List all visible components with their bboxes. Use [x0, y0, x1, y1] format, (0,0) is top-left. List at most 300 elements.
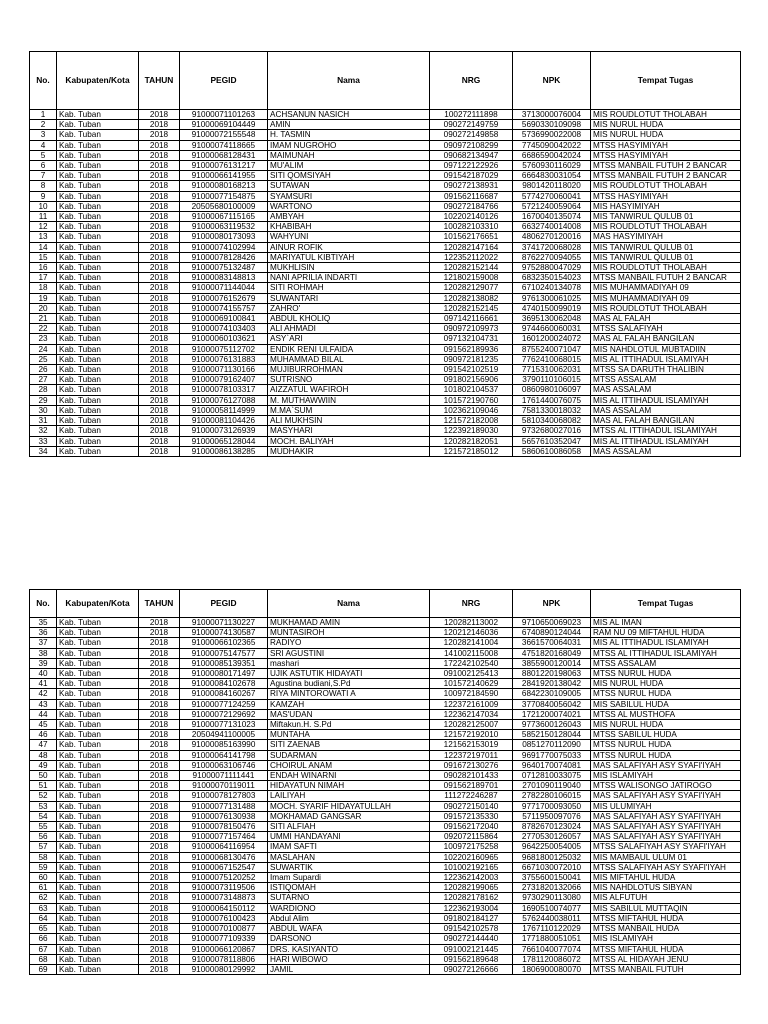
cell-no: 9 — [30, 191, 57, 201]
cell-nrg: 091562189936 — [430, 344, 513, 354]
cell-npk: 5860610086058 — [513, 446, 591, 456]
cell-no: 19 — [30, 293, 57, 303]
cell-npk: 7762410068015 — [513, 354, 591, 364]
cell-tahun: 2018 — [139, 365, 180, 375]
table-header-row — [30, 590, 741, 618]
cell-nrg: 120282125007 — [430, 720, 513, 730]
cell-npk: 7745090042022 — [513, 140, 591, 150]
cell-tahun: 2018 — [139, 801, 180, 811]
cell-tahun: 2018 — [139, 638, 180, 648]
cell-tahun: 2018 — [139, 171, 180, 181]
table-row — [30, 161, 741, 171]
table-row — [30, 750, 741, 760]
cell-tempat-tugas: MTSS MANBAIL FUTUH — [591, 964, 741, 974]
table-row — [30, 862, 741, 872]
cell-nama: AIZZATUL WAFIROH — [268, 385, 430, 395]
cell-tahun: 2018 — [139, 436, 180, 446]
cell-nrg: 120212146036 — [430, 628, 513, 638]
table-row — [30, 832, 741, 842]
cell-no: 60 — [30, 873, 57, 883]
cell-kabupaten: Kab. Tuban — [57, 120, 139, 130]
cell-tahun: 2018 — [139, 130, 180, 140]
cell-kabupaten: Kab. Tuban — [57, 344, 139, 354]
table-row — [30, 140, 741, 150]
cell-kabupaten: Kab. Tuban — [57, 944, 139, 954]
cell-nama: AINUR ROFIK — [268, 242, 430, 252]
cell-tahun: 2018 — [139, 324, 180, 334]
cell-tempat-tugas: MTSS HASYIMIYAH — [591, 191, 741, 201]
cell-npk: 5762440038011 — [513, 913, 591, 923]
cell-pegid: 91000074118665 — [180, 140, 268, 150]
cell-nrg: 091562116687 — [430, 191, 513, 201]
cell-tempat-tugas: MIS ULUMIYAH — [591, 801, 741, 811]
cell-npk: 1781120086072 — [513, 954, 591, 964]
table-row — [30, 252, 741, 262]
cell-tempat-tugas: MIS MUHAMMADIYAH 09 — [591, 283, 741, 293]
cell-pegid: 91000083148813 — [180, 273, 268, 283]
cell-pegid: 91000066120867 — [180, 944, 268, 954]
cell-no: 41 — [30, 679, 57, 689]
table-row — [30, 395, 741, 405]
cell-npk: 5760930116029 — [513, 161, 591, 171]
cell-pegid: 91000078127803 — [180, 791, 268, 801]
cell-kabupaten: Kab. Tuban — [57, 842, 139, 852]
cell-nrg: 090272126666 — [430, 964, 513, 974]
cell-pegid: 20504941100005 — [180, 730, 268, 740]
cell-kabupaten: Kab. Tuban — [57, 365, 139, 375]
cell-nrg: 122372197011 — [430, 750, 513, 760]
cell-kabupaten: Kab. Tuban — [57, 232, 139, 242]
cell-no: 38 — [30, 648, 57, 658]
col-header-tempat-tugas: Tempat Tugas — [591, 52, 741, 110]
cell-kabupaten: Kab. Tuban — [57, 750, 139, 760]
cell-pegid: 91000076152679 — [180, 293, 268, 303]
cell-tahun: 2018 — [139, 709, 180, 719]
cell-kabupaten: Kab. Tuban — [57, 273, 139, 283]
cell-nrg: 090272184766 — [430, 201, 513, 211]
cell-tahun: 2018 — [139, 110, 180, 120]
cell-no: 2 — [30, 120, 57, 130]
cell-tempat-tugas: MIS TANWIRUL QULUB 01 — [591, 252, 741, 262]
cell-kabupaten: Kab. Tuban — [57, 832, 139, 842]
cell-tahun: 2018 — [139, 314, 180, 324]
cell-no: 14 — [30, 242, 57, 252]
cell-pegid: 91000064116954 — [180, 842, 268, 852]
cell-no: 13 — [30, 232, 57, 242]
cell-nama: ABDUL WAFA — [268, 924, 430, 934]
cell-kabupaten: Kab. Tuban — [57, 181, 139, 191]
cell-tempat-tugas: MAS SALAFIYAH ASY SYAFI'IYAH — [591, 791, 741, 801]
cell-tempat-tugas: MIS NURUL HUDA — [591, 120, 741, 130]
table-row — [30, 801, 741, 811]
cell-kabupaten: Kab. Tuban — [57, 893, 139, 903]
cell-kabupaten: Kab. Tuban — [57, 283, 139, 293]
cell-kabupaten: Kab. Tuban — [57, 191, 139, 201]
cell-npk: 1721200074021 — [513, 709, 591, 719]
cell-npk: 3755600150041 — [513, 873, 591, 883]
cell-pegid: 91000070100877 — [180, 924, 268, 934]
cell-nama: ACHSANUN NASICH — [268, 110, 430, 120]
cell-tahun: 2018 — [139, 862, 180, 872]
cell-nrg: 091002125413 — [430, 669, 513, 679]
table-body — [30, 618, 741, 975]
cell-nama: NANI APRILIA INDARTI — [268, 273, 430, 283]
cell-no: 11 — [30, 212, 57, 222]
cell-nama: MUNTAHA — [268, 730, 430, 740]
cell-npk: 1670040135074 — [513, 212, 591, 222]
cell-pegid: 91000070119011 — [180, 781, 268, 791]
cell-nrg: 091672130276 — [430, 760, 513, 770]
table-row — [30, 852, 741, 862]
cell-pegid: 91000080168213 — [180, 181, 268, 191]
cell-nrg: 090272149858 — [430, 130, 513, 140]
cell-npk: 6740890124044 — [513, 628, 591, 638]
cell-nrg: 102202160965 — [430, 852, 513, 862]
cell-tahun: 2018 — [139, 416, 180, 426]
cell-tempat-tugas: MTSS SALAFIYAH — [591, 324, 741, 334]
cell-tahun: 2018 — [139, 385, 180, 395]
cell-kabupaten: Kab. Tuban — [57, 903, 139, 913]
cell-no: 65 — [30, 924, 57, 934]
cell-nrg: 120282113002 — [430, 618, 513, 628]
table-row — [30, 822, 741, 832]
cell-nrg: 091802156906 — [430, 375, 513, 385]
cell-tahun: 2018 — [139, 750, 180, 760]
cell-pegid: 91000077154875 — [180, 191, 268, 201]
cell-pegid: 91000077157464 — [180, 832, 268, 842]
cell-tempat-tugas: MIS NURUL HUDA — [591, 130, 741, 140]
cell-no: 25 — [30, 354, 57, 364]
cell-kabupaten: Kab. Tuban — [57, 638, 139, 648]
cell-nrg: 091562189701 — [430, 781, 513, 791]
cell-nama: SITI ZAENAB — [268, 740, 430, 750]
cell-kabupaten: Kab. Tuban — [57, 334, 139, 344]
cell-nrg: 090282101433 — [430, 771, 513, 781]
table-row — [30, 669, 741, 679]
cell-no: 15 — [30, 252, 57, 262]
table-row — [30, 964, 741, 974]
cell-pegid: 91000068130476 — [180, 852, 268, 862]
cell-kabupaten: Kab. Tuban — [57, 201, 139, 211]
cell-tahun: 2018 — [139, 791, 180, 801]
cell-npk: 3790110106015 — [513, 375, 591, 385]
cell-nrg: 090972108299 — [430, 140, 513, 150]
cell-npk: 5721240059064 — [513, 201, 591, 211]
cell-tempat-tugas: MTSS SALAFIYAH ASY SYAFI'IYAH — [591, 862, 741, 872]
cell-tempat-tugas: MTSS SALAFIYAH ASY SYAFI'IYAH — [591, 842, 741, 852]
table-row — [30, 934, 741, 944]
cell-no: 39 — [30, 658, 57, 668]
cell-kabupaten: Kab. Tuban — [57, 699, 139, 709]
table-row — [30, 679, 741, 689]
cell-nama: SITI ALFIAH — [268, 822, 430, 832]
cell-kabupaten: Kab. Tuban — [57, 730, 139, 740]
cell-no: 43 — [30, 699, 57, 709]
cell-nrg: 101572190760 — [430, 395, 513, 405]
cell-nama: SUTAWAN — [268, 181, 430, 191]
cell-pegid: 91000074103403 — [180, 324, 268, 334]
cell-kabupaten: Kab. Tuban — [57, 140, 139, 150]
cell-nama: ENDAH WINARNI — [268, 771, 430, 781]
cell-no: 56 — [30, 832, 57, 842]
table-row — [30, 811, 741, 821]
cell-pegid: 91000066102365 — [180, 638, 268, 648]
cell-nama: M.MA`SUM — [268, 405, 430, 415]
cell-nrg: 122362147034 — [430, 709, 513, 719]
cell-tempat-tugas: MIS AL ITTIHADUL ISLAMIYAH — [591, 638, 741, 648]
table-header-row — [30, 52, 741, 110]
cell-tempat-tugas: MTSS NURUL HUDA — [591, 750, 741, 760]
cell-kabupaten: Kab. Tuban — [57, 252, 139, 262]
cell-tempat-tugas: MTSS MANBAIL FUTUH 2 BANCAR — [591, 161, 741, 171]
cell-no: 27 — [30, 375, 57, 385]
cell-npk: 0851270112090 — [513, 740, 591, 750]
cell-nrg: 101002192165 — [430, 862, 513, 872]
cell-kabupaten: Kab. Tuban — [57, 618, 139, 628]
cell-nama: ZAHRO' — [268, 303, 430, 313]
cell-npk: 3741720068028 — [513, 242, 591, 252]
cell-nama: ALI AHMADI — [268, 324, 430, 334]
data-table-page-2 — [29, 589, 741, 975]
cell-tahun: 2018 — [139, 954, 180, 964]
cell-nama: AMIN — [268, 120, 430, 130]
cell-npk: 5810340068082 — [513, 416, 591, 426]
cell-tahun: 2018 — [139, 201, 180, 211]
cell-npk: 7715310062031 — [513, 365, 591, 375]
cell-tempat-tugas: MIS MUHAMMADIYAH 09 — [591, 293, 741, 303]
cell-nama: SUTRISNO — [268, 375, 430, 385]
cell-tempat-tugas: MTSS SABILUL HUDA — [591, 730, 741, 740]
cell-nrg: 172242102540 — [430, 658, 513, 668]
cell-npk: 2841920138042 — [513, 679, 591, 689]
cell-npk: 6832350154023 — [513, 273, 591, 283]
table-row — [30, 699, 741, 709]
cell-nrg: 120282147164 — [430, 242, 513, 252]
cell-pegid: 91000077109339 — [180, 934, 268, 944]
cell-tahun: 2018 — [139, 150, 180, 160]
cell-nrg: 122392189030 — [430, 426, 513, 436]
cell-nama: RIYA MINTOROWATI A — [268, 689, 430, 699]
cell-nama: Abdul Alim — [268, 913, 430, 923]
cell-npk: 9744660060031 — [513, 324, 591, 334]
cell-nrg: 102202140126 — [430, 212, 513, 222]
cell-no: 48 — [30, 750, 57, 760]
table-row — [30, 283, 741, 293]
cell-nrg: 121572192010 — [430, 730, 513, 740]
cell-nama: H. TASMIN — [268, 130, 430, 140]
cell-pegid: 91000060103621 — [180, 334, 268, 344]
cell-nama: LAILIYAH — [268, 791, 430, 801]
cell-nama: ALI MUKHSIN — [268, 416, 430, 426]
cell-kabupaten: Kab. Tuban — [57, 883, 139, 893]
cell-tempat-tugas: MIS HASYIMIYAH — [591, 201, 741, 211]
cell-kabupaten: Kab. Tuban — [57, 110, 139, 120]
cell-kabupaten: Kab. Tuban — [57, 405, 139, 415]
cell-npk: 2731820132066 — [513, 883, 591, 893]
col-header-nrg: NRG — [430, 590, 513, 618]
cell-nrg: 091802184127 — [430, 913, 513, 923]
table-row — [30, 110, 741, 120]
table-row — [30, 344, 741, 354]
cell-no: 33 — [30, 436, 57, 446]
table-row — [30, 893, 741, 903]
cell-no: 31 — [30, 416, 57, 426]
cell-nama: MUHAMMAD BILAL — [268, 354, 430, 364]
cell-tempat-tugas: MTSS NURUL HUDA — [591, 669, 741, 679]
cell-tempat-tugas: MTSS AL MUSTHOFA — [591, 709, 741, 719]
cell-tempat-tugas: MTSS HASYIMIYAH — [591, 150, 741, 160]
cell-tahun: 2018 — [139, 354, 180, 364]
cell-tempat-tugas: MIS ROUDLOTUT THOLABAH — [591, 263, 741, 273]
cell-pegid: 91000075147577 — [180, 648, 268, 658]
table-row — [30, 730, 741, 740]
cell-npk: 3855900120014 — [513, 658, 591, 668]
cell-kabupaten: Kab. Tuban — [57, 446, 139, 456]
cell-tahun: 2018 — [139, 222, 180, 232]
cell-nrg: 091542102519 — [430, 365, 513, 375]
cell-pegid: 91000077131023 — [180, 720, 268, 730]
cell-no: 46 — [30, 730, 57, 740]
cell-kabupaten: Kab. Tuban — [57, 303, 139, 313]
cell-tempat-tugas: MTSS SA DARUTH THALIBIN — [591, 365, 741, 375]
col-header-no: No. — [30, 590, 57, 618]
table-row — [30, 212, 741, 222]
cell-nrg: 101802104537 — [430, 385, 513, 395]
cell-kabupaten: Kab. Tuban — [57, 426, 139, 436]
cell-nama: SUWARTIK — [268, 862, 430, 872]
table-row — [30, 618, 741, 628]
cell-tahun: 2018 — [139, 618, 180, 628]
cell-no: 18 — [30, 283, 57, 293]
cell-nrg: 097142116661 — [430, 314, 513, 324]
cell-no: 32 — [30, 426, 57, 436]
cell-kabupaten: Kab. Tuban — [57, 679, 139, 689]
cell-pegid: 91000074155757 — [180, 303, 268, 313]
cell-npk: 3695130062048 — [513, 314, 591, 324]
cell-nama: ASY`ARI — [268, 334, 430, 344]
cell-no: 45 — [30, 720, 57, 730]
cell-tempat-tugas: MAS HASYIMIYAH — [591, 232, 741, 242]
cell-no: 23 — [30, 334, 57, 344]
col-header-npk: NPK — [513, 52, 591, 110]
col-header-pegid: PEGID — [180, 590, 268, 618]
cell-kabupaten: Kab. Tuban — [57, 212, 139, 222]
cell-nama: MOCH. BALIYAH — [268, 436, 430, 446]
cell-tahun: 2018 — [139, 628, 180, 638]
cell-npk: 5690330109098 — [513, 120, 591, 130]
cell-npk: 0860980106097 — [513, 385, 591, 395]
cell-tempat-tugas: MTSS MANBAIL FUTUH 2 BANCAR — [591, 171, 741, 181]
cell-kabupaten: Kab. Tuban — [57, 669, 139, 679]
cell-nrg: 120282152145 — [430, 303, 513, 313]
cell-tempat-tugas: MTSS NURUL HUDA — [591, 740, 741, 750]
col-header-kabupaten: Kabupaten/Kota — [57, 590, 139, 618]
table-row — [30, 648, 741, 658]
cell-tempat-tugas: MAS AL FALAH BANGILAN — [591, 416, 741, 426]
cell-no: 57 — [30, 842, 57, 852]
cell-tahun: 2018 — [139, 883, 180, 893]
cell-nama: SUWANTARI — [268, 293, 430, 303]
cell-npk: 9681800125032 — [513, 852, 591, 862]
cell-tahun: 2018 — [139, 679, 180, 689]
table-row — [30, 791, 741, 801]
cell-npk: 1601200024072 — [513, 334, 591, 344]
table-row — [30, 354, 741, 364]
cell-nama: JAMIL — [268, 964, 430, 974]
cell-pegid: 91000080171497 — [180, 669, 268, 679]
cell-nrg: 091542187029 — [430, 171, 513, 181]
cell-tahun: 2018 — [139, 252, 180, 262]
cell-npk: 4740150099019 — [513, 303, 591, 313]
table-row — [30, 242, 741, 252]
cell-nama: IMAM SAFTI — [268, 842, 430, 852]
cell-nama: HIDAYATUN NIMAH — [268, 781, 430, 791]
cell-no: 36 — [30, 628, 57, 638]
table-row — [30, 426, 741, 436]
cell-kabupaten: Kab. Tuban — [57, 161, 139, 171]
cell-nama: SUDARMAN — [268, 750, 430, 760]
cell-pegid: 91000071130166 — [180, 365, 268, 375]
cell-nama: KAMZAH — [268, 699, 430, 709]
cell-kabupaten: Kab. Tuban — [57, 416, 139, 426]
cell-pegid: 91000075132487 — [180, 263, 268, 273]
cell-kabupaten: Kab. Tuban — [57, 658, 139, 668]
cell-tahun: 2018 — [139, 263, 180, 273]
cell-nrg: 121562153019 — [430, 740, 513, 750]
cell-tahun: 2018 — [139, 293, 180, 303]
cell-nrg: 120282152144 — [430, 263, 513, 273]
cell-nrg: 090272149759 — [430, 120, 513, 130]
cell-npk: 8801220198063 — [513, 669, 591, 679]
cell-pegid: 91000071130227 — [180, 618, 268, 628]
cell-npk: 6686590042024 — [513, 150, 591, 160]
cell-nrg: 100282103310 — [430, 222, 513, 232]
cell-npk: 8762270094055 — [513, 252, 591, 262]
cell-tempat-tugas: MIS TANWIRUL QULUB 01 — [591, 212, 741, 222]
cell-nama: MASYHARI — [268, 426, 430, 436]
cell-tempat-tugas: MAS SALAFIYAH ASY SYAFI'IYAH — [591, 832, 741, 842]
cell-npk: 6671030072010 — [513, 862, 591, 872]
cell-tempat-tugas: MIS ISLAMIYAH — [591, 771, 741, 781]
cell-nama: UMMI HANDAYANI — [268, 832, 430, 842]
cell-nama: MU'ALIM — [268, 161, 430, 171]
cell-pegid: 91000064150112 — [180, 903, 268, 913]
cell-npk: 9642250054005 — [513, 842, 591, 852]
cell-tahun: 2018 — [139, 161, 180, 171]
cell-tempat-tugas: MAS AL FALAH BANGILAN — [591, 334, 741, 344]
data-table-page-1 — [29, 51, 741, 457]
cell-no: 61 — [30, 883, 57, 893]
cell-pegid: 91000073126939 — [180, 426, 268, 436]
cell-pegid: 91000084160267 — [180, 689, 268, 699]
cell-tempat-tugas: MAS SALAFIYAH ASY SYAFI'IYAH — [591, 760, 741, 770]
cell-pegid: 91000076131883 — [180, 354, 268, 364]
cell-pegid: 91000063106746 — [180, 760, 268, 770]
cell-kabupaten: Kab. Tuban — [57, 811, 139, 821]
cell-pegid: 91000058114999 — [180, 405, 268, 415]
cell-pegid: 91000065128044 — [180, 436, 268, 446]
cell-kabupaten: Kab. Tuban — [57, 689, 139, 699]
cell-tempat-tugas: MTSS AL ITTIHADUL ISLAMIYAH — [591, 648, 741, 658]
cell-nrg: 092072115864 — [430, 832, 513, 842]
cell-no: 58 — [30, 852, 57, 862]
cell-kabupaten: Kab. Tuban — [57, 354, 139, 364]
cell-pegid: 91000067115165 — [180, 212, 268, 222]
table-row — [30, 842, 741, 852]
cell-nama: MAS'UDAN — [268, 709, 430, 719]
cell-nama: WARTONO — [268, 201, 430, 211]
cell-tempat-tugas: MIS TANWIRUL QULUB 01 — [591, 242, 741, 252]
